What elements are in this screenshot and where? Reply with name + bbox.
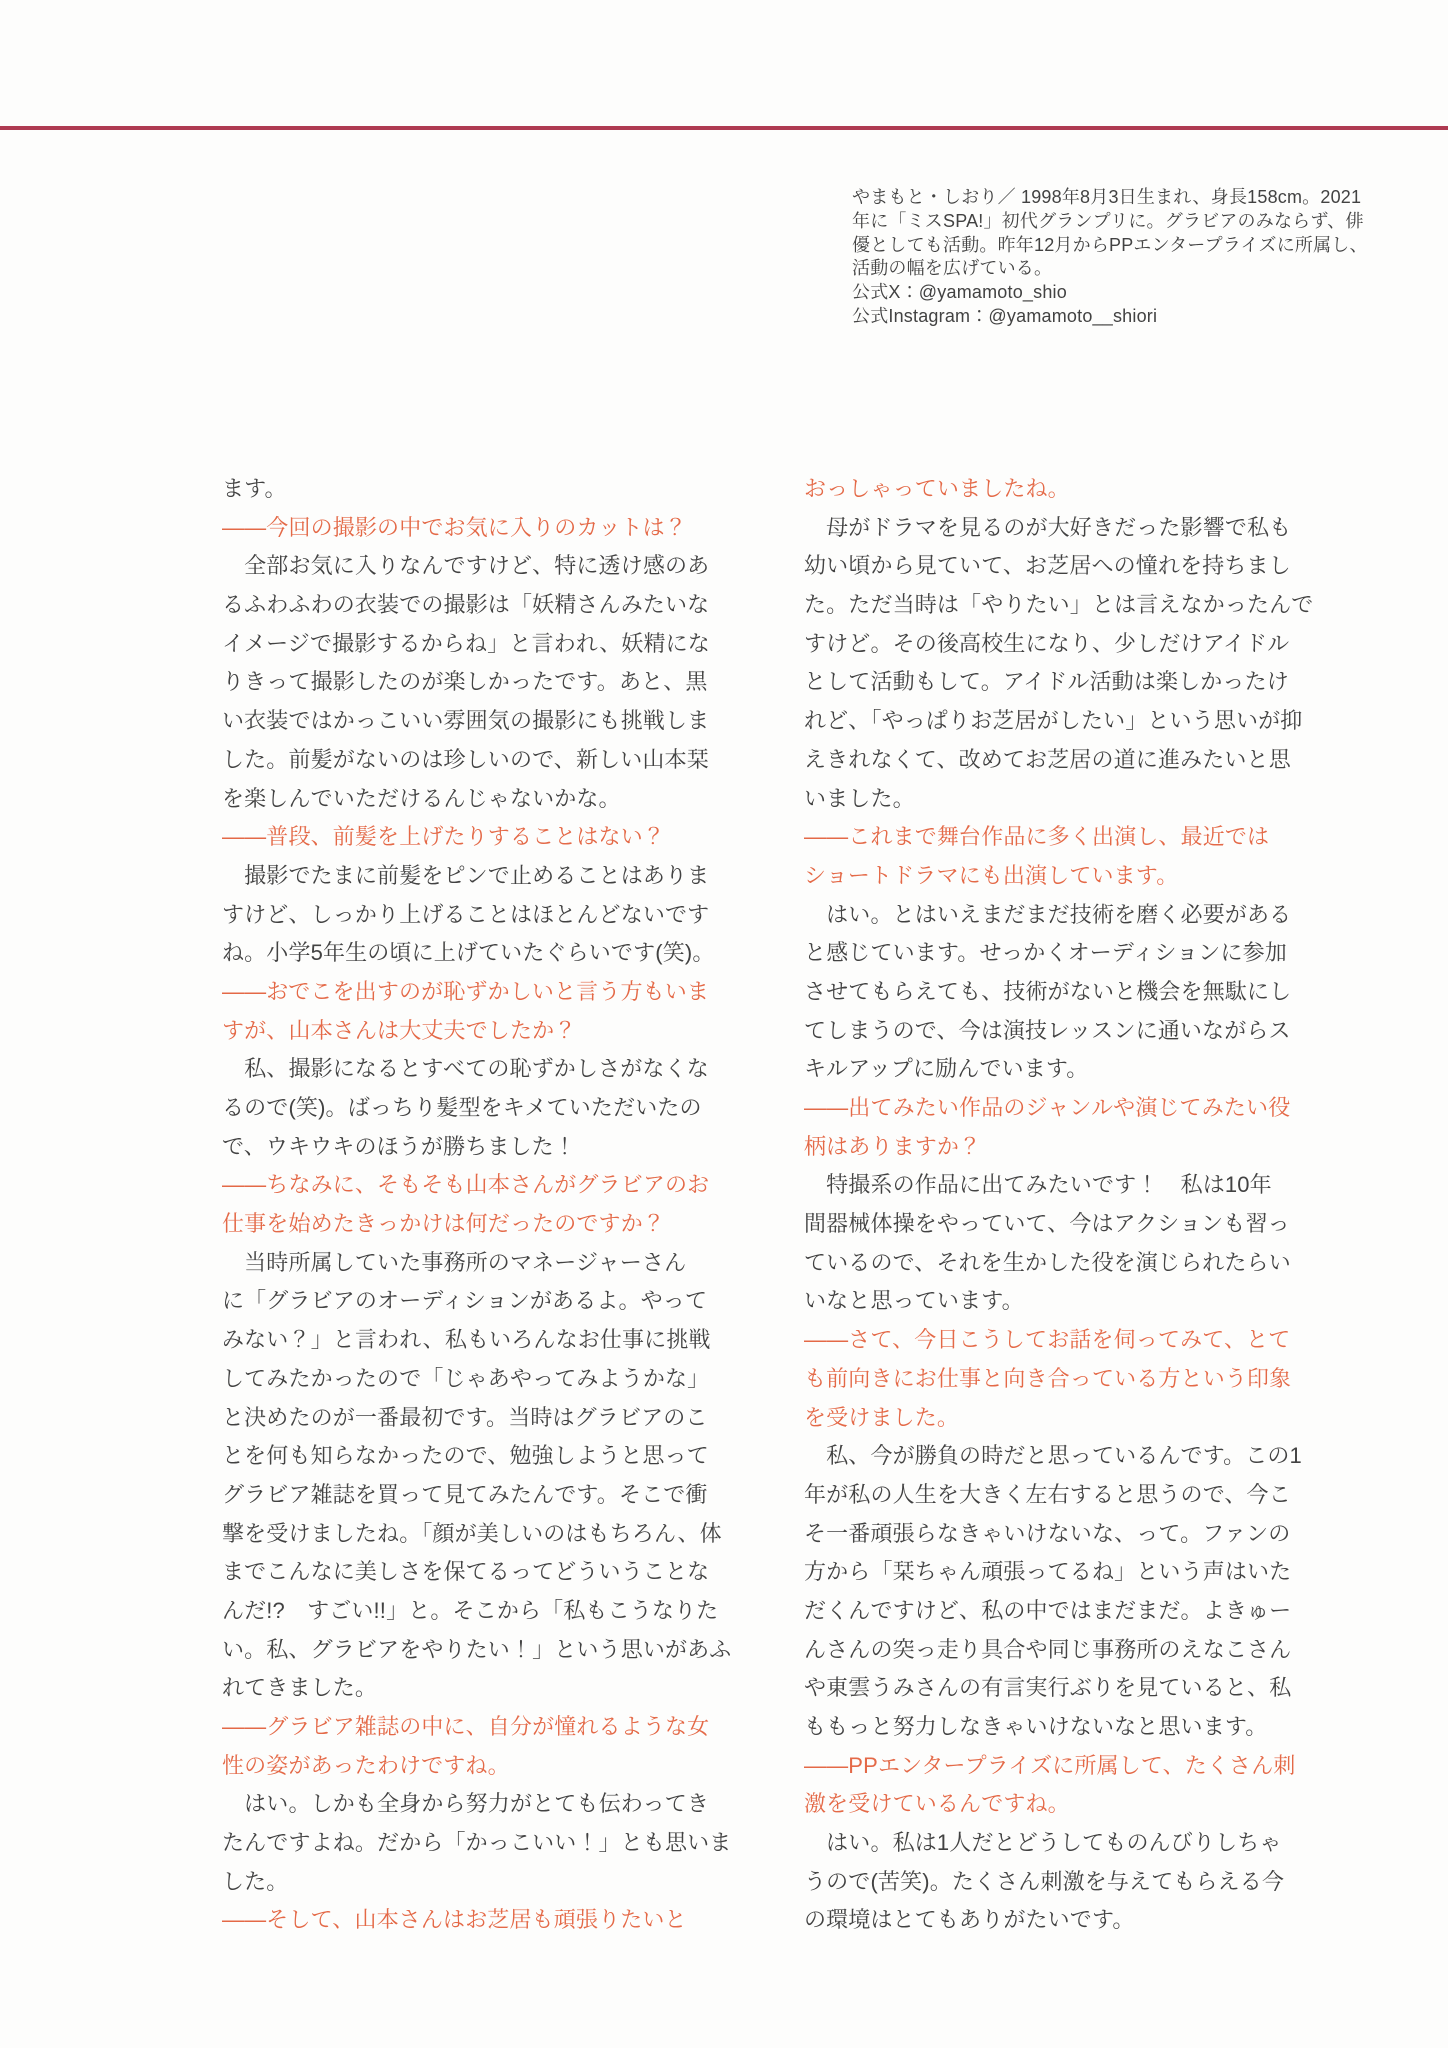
interview-text-line: した。前髪がないのは珍しいので、新しい山本栞 — [222, 746, 709, 772]
interview-text-line: キルアップに励んでいます。 — [804, 1056, 1089, 1082]
interviewer-question-line: ——ちなみに、そもそも山本さんがグラビアのお — [222, 1172, 710, 1198]
interview-text-line: の環境はとてもありがたいです。 — [804, 1907, 1135, 1933]
interview-text-line: はい。私は1人だとどうしてものんびりしちゃ — [804, 1830, 1282, 1856]
interview-text-line: で、ウキウキのほうが勝ちました！ — [222, 1133, 576, 1159]
interview-text-line: はい。しかも全身から努力がとても伝わってき — [222, 1791, 710, 1817]
interview-text-line: 公式X：@yamamoto_shio — [852, 282, 1067, 303]
interviewer-question-line: ——普段、前髪を上げたりすることはない？ — [222, 824, 666, 850]
interview-text-line: 母がドラマを見るのが大好きだった影響で私も — [804, 514, 1292, 540]
interview-text-line: までこんなに美しさを保てるってどういうことな — [222, 1559, 710, 1585]
interview-text-line: い。私、グラビアをやりたい！」という思いがあふ — [222, 1636, 732, 1662]
interview-text-line: 方から「栞ちゃん頑張ってるね」という声はいた — [804, 1559, 1292, 1585]
interview-text-line: れてきました。 — [222, 1675, 378, 1701]
interview-text-line: 私、撮影になるとすべての恥ずかしさがなくな — [222, 1056, 709, 1082]
interview-text-line: ね。小学5年生の頃に上げていたぐらいです(笑)。 — [222, 940, 715, 966]
interview-text-line: 年に「ミスSPA!」初代グランプリに。グラビアのみならず、俳 — [852, 210, 1364, 231]
interviewer-question-line: 仕事を始めたきっかけは何だったのですか？ — [222, 1211, 666, 1237]
interview-text-line: だくんですけど、私の中ではまだまだ。よきゅー — [804, 1597, 1292, 1623]
interview-text-line: はい。とはいえまだまだ技術を磨く必要がある — [804, 901, 1292, 927]
interview-text-line: うので(苦笑)。たくさん刺激を与えてもらえる今 — [804, 1868, 1285, 1894]
interview-text-line: たんですよね。だから「かっこいい！」とも思いま — [222, 1830, 732, 1856]
interviewer-question-line: ——そして、山本さんはお芝居も頑張りたいと — [222, 1907, 687, 1933]
interviewer-question-line: ——出てみたい作品のジャンルや演じてみたい役 — [804, 1095, 1291, 1120]
interview-text-line: 特撮系の作品に出てみたいです！ 私は10年 — [804, 1172, 1272, 1198]
interview-text-line: 当時所属していた事務所のマネージャーさん — [222, 1249, 687, 1275]
interviewer-question-line: 性の姿があったわけですね。 — [222, 1752, 510, 1778]
interview-text-line: 幼い頃から見ていて、お芝居への憧れを持ちまし — [804, 553, 1291, 579]
interview-column-left — [222, 470, 732, 1940]
interviewer-question-line: も前向きにお仕事と向き合っている方という印象 — [804, 1365, 1292, 1391]
interview-text-line: 私、今が勝負の時だと思っているんです。この1 — [804, 1443, 1302, 1469]
interviewer-question-line: ——これまで舞台作品に多く出演し、最近では — [804, 824, 1270, 850]
interview-text-line: させてもらえても、技術がないと機会を無駄にし — [804, 978, 1292, 1004]
interview-text-line: 間器械体操をやっていて、今はアクションも習っ — [804, 1211, 1290, 1237]
interview-text-line: いなと思っています。 — [804, 1288, 1024, 1314]
interview-text-line: した。 — [222, 1868, 289, 1894]
interviewer-question-line: ——グラビア雑誌の中に、自分が憧れるような女 — [222, 1714, 710, 1739]
interviewer-question-line: ——さて、今日こうしてお話を伺ってみて、とて — [804, 1327, 1291, 1353]
interviewer-question-line: おっしゃっていましたね。 — [804, 476, 1070, 501]
interview-text-line: すけど、しっかり上げることはほとんどないです — [222, 901, 710, 927]
interview-text-line: そ一番頑張らなきゃいけないな、って。ファンの — [804, 1520, 1291, 1546]
interview-text-line: すけど。その後高校生になり、少しだけアイドル — [804, 630, 1290, 656]
interviewer-question-line: ——PPエンタープライズに所属して、たくさん刺 — [804, 1752, 1296, 1778]
interview-text-line: ももっと努力しなきゃいけないなと思います。 — [804, 1714, 1268, 1739]
interview-text-line: りきって撮影したのが楽しかったです。あと、黒 — [222, 669, 708, 695]
interviewer-question-line: を受けました。 — [804, 1404, 960, 1430]
interview-text-line: 撃を受けましたね。「顔が美しいのはもちろん、体 — [222, 1520, 722, 1546]
interview-text-line: みない？」と言われ、私もいろんなお仕事に挑戦 — [222, 1327, 711, 1353]
interview-column-right — [804, 470, 1314, 1940]
interview-text-line: ます。 — [222, 476, 287, 501]
interview-text-line: てしまうので、今は演技レッスンに通いながらス — [804, 1017, 1291, 1043]
interview-text-line: に「グラビアのオーディションがあるよ。やって — [222, 1288, 708, 1314]
interview-text-line: 撮影でたまに前髪をピンで止めることはありま — [222, 862, 710, 888]
top-rule-divider — [0, 126, 1448, 130]
interview-text-line: 優としても活動。昨年12月からPPエンタープライズに所属し、 — [852, 234, 1368, 255]
interview-text-line: グラビア雑誌を買って見てみたんです。そこで衝 — [222, 1481, 708, 1507]
interviewer-question-line: 激を受けているんですね。 — [804, 1791, 1070, 1817]
interview-text-line: として活動もして。アイドル活動は楽しかったけ — [804, 669, 1289, 695]
interview-text-line: や東雲うみさんの有言実行ぶりを見ていると、私 — [804, 1675, 1292, 1701]
interview-text-line: とを何も知らなかったので、勉強しようと思って — [222, 1443, 709, 1469]
interview-text-line: と感じています。せっかくオーディションに参加 — [804, 940, 1287, 966]
profile-caption-block — [852, 186, 1368, 329]
interview-text-line: 活動の幅を広げている。 — [852, 258, 1053, 279]
interview-text-line: してみたかったので「じゃあやってみようかな」 — [222, 1365, 710, 1391]
interviewer-question-line: ——おでこを出すのが恥ずかしいと言う方もいま — [222, 978, 710, 1004]
interview-text-line: るふわふわの衣装での撮影は「妖精さんみたいな — [222, 592, 710, 618]
interviewer-question-line: 柄はありますか？ — [804, 1133, 982, 1159]
interview-text-line: を楽しんでいただけるんじゃないかな。 — [222, 785, 621, 811]
interview-text-line: た。ただ当時は「やりたい」とは言えなかったんで — [804, 592, 1314, 618]
interview-text-line: んだ!? すごい!!」と。そこから「私もこうなりた — [222, 1597, 719, 1623]
interviewer-question-line: ——今回の撮影の中でお気に入りのカットは？ — [222, 514, 687, 540]
interview-text-line: と決めたのが一番最初です。当時はグラビアのこ — [222, 1404, 708, 1430]
interviewer-question-line: すが、山本さんは大丈夫でしたか？ — [222, 1017, 577, 1043]
interview-text-line: えきれなくて、改めてお芝居の道に進みたいと思 — [804, 746, 1291, 772]
interview-text-line: 全部お気に入りなんですけど、特に透け感のあ — [222, 553, 710, 579]
interview-text-line: 年が私の人生を大きく左右すると思うので、今こ — [804, 1481, 1291, 1507]
interview-text-line: いました。 — [804, 785, 915, 811]
interview-text-line: やまもと・しおり／ 1998年8月3日生まれ、身長158cm。2021 — [852, 187, 1362, 207]
interviewer-question-line: ショートドラマにも出演しています。 — [804, 862, 1179, 888]
interview-text-line: るので(笑)。ばっちり髪型をキメていただいたの — [222, 1095, 702, 1120]
interview-text-line: い衣装ではかっこいい雰囲気の撮影にも挑戦しま — [222, 708, 710, 734]
interview-text-line: 公式Instagram：@yamamoto__shiori — [852, 305, 1158, 326]
interview-text-line: れど、「やっぱりお芝居がしたい」という思いが抑 — [804, 708, 1303, 734]
interview-text-line: んさんの突っ走り具合や同じ事務所のえなこさん — [804, 1636, 1292, 1662]
interview-text-line: イメージで撮影するからね」と言われ、妖精にな — [222, 630, 710, 656]
interview-text-line: ているので、それを生かした役を演じられたらい — [804, 1249, 1291, 1275]
